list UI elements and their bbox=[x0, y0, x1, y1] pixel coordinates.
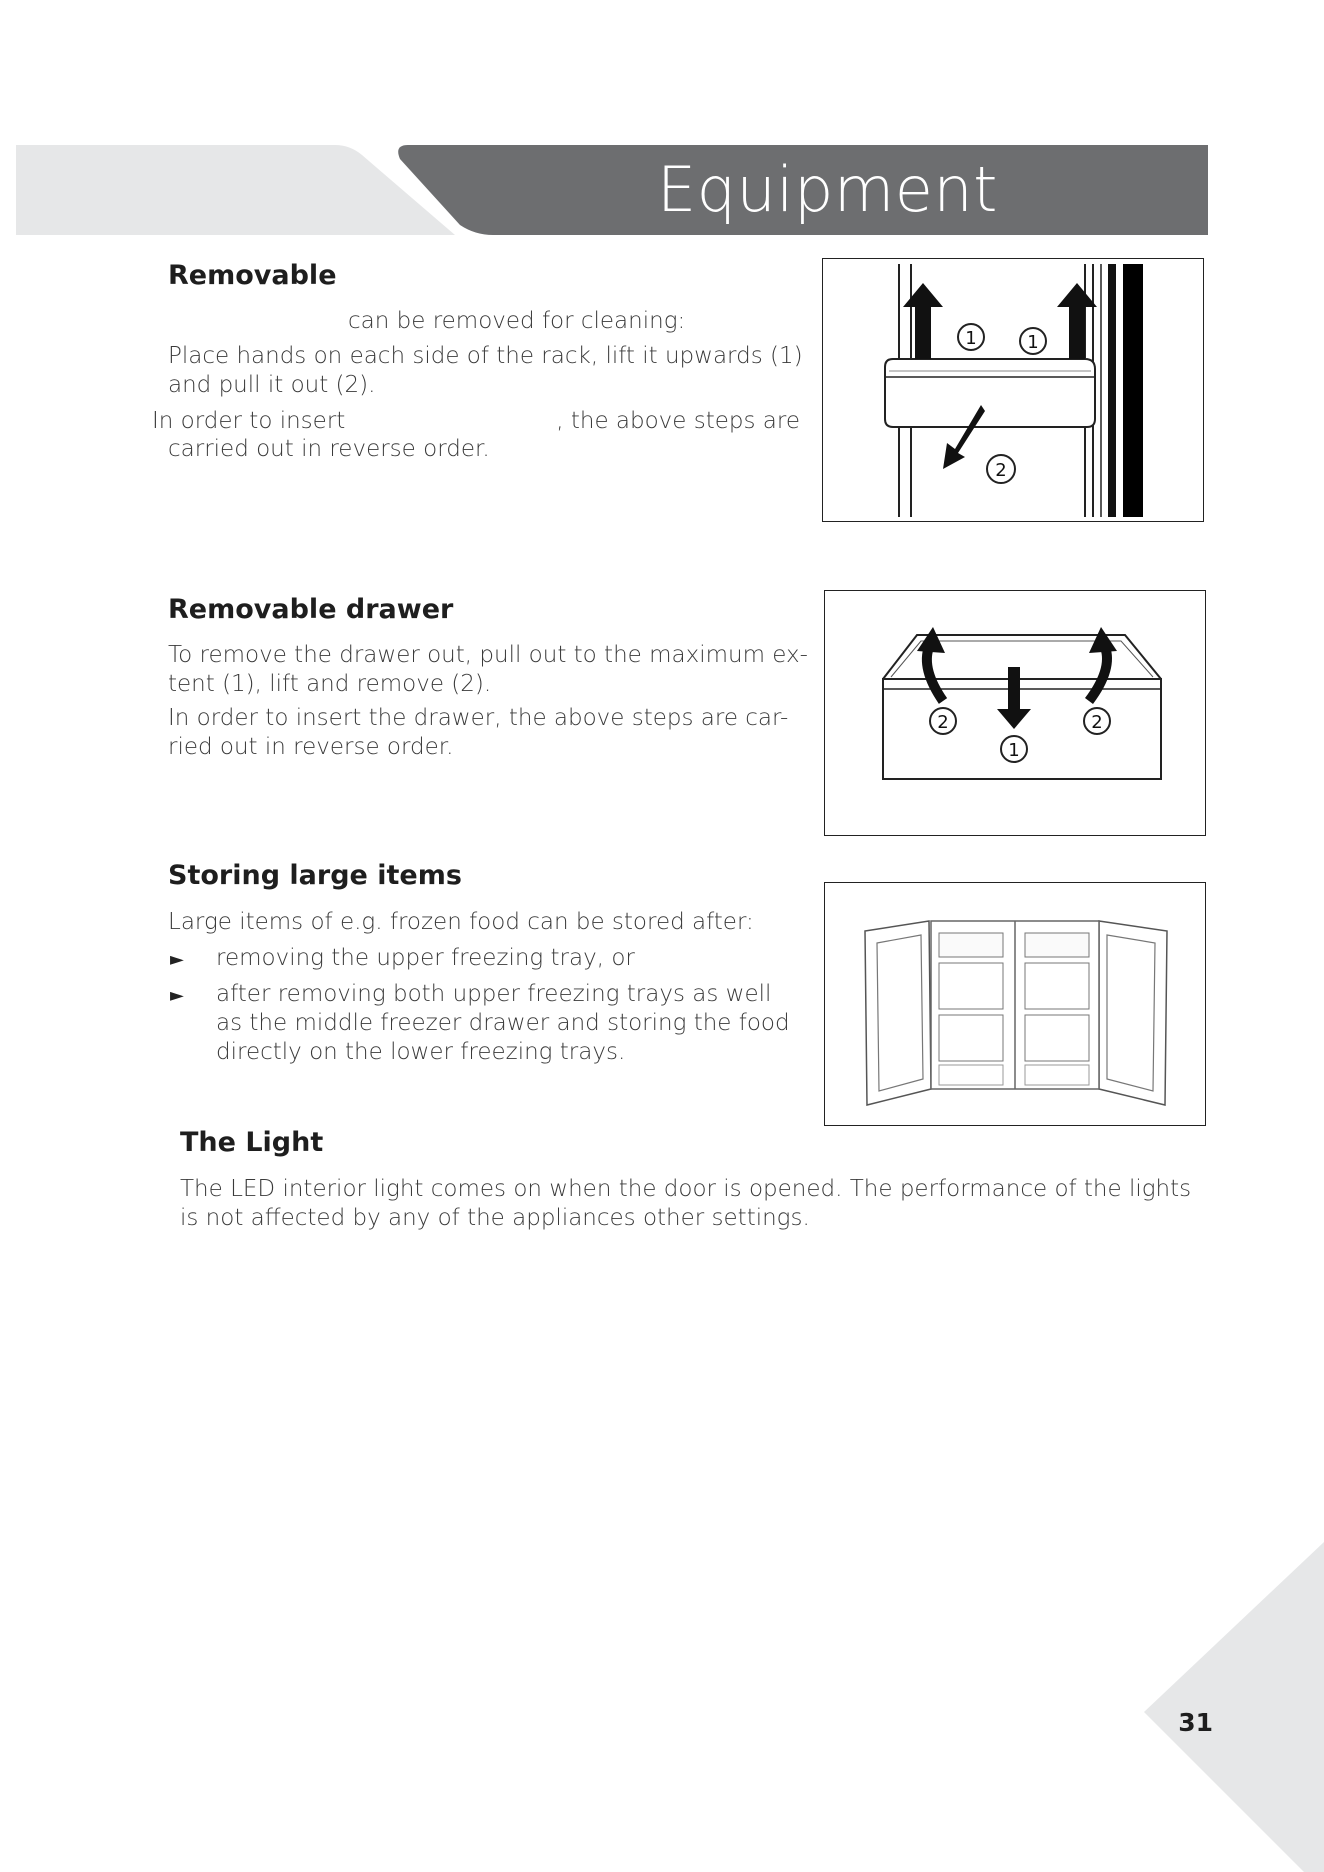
drawer-removal-illustration bbox=[825, 591, 1207, 837]
light-text-line1: The LED interior light comes on when the door is opened. The performance of the lights bbox=[180, 1176, 1192, 1202]
rack-text-line3: and pull it out (2). bbox=[168, 372, 376, 398]
drawer-text-block1 bbox=[168, 641, 808, 699]
rack-step1-label-left: 1 bbox=[965, 328, 977, 349]
section-heading-storing-large-items: Storing large items bbox=[168, 860, 462, 891]
drawer-text-line2: tent (1), lift and remove (2). bbox=[168, 671, 492, 697]
rack-text-line2: Place hands on each side of the rack, lift it upwards (1) bbox=[168, 343, 803, 369]
drawer-text-line3: In order to insert the drawer, the above steps are car- bbox=[168, 705, 789, 731]
light-text bbox=[180, 1175, 1210, 1233]
storing-bullet-2: after removing both upper freezing trays as well as the middle freezer drawer and storing the food directly on the lower freezing trays. bbox=[216, 981, 790, 1065]
bullet-marker-1: ► bbox=[170, 949, 184, 970]
header-band-dark bbox=[0, 145, 1210, 235]
rack-step2-label: 2 bbox=[995, 460, 1007, 481]
fridge-open-illustration bbox=[825, 883, 1207, 1127]
drawer-step1-label: 1 bbox=[1008, 740, 1020, 761]
drawer-step2-label-left: 2 bbox=[937, 712, 949, 733]
drawer-text-line4: ried out in reverse order. bbox=[168, 734, 454, 760]
drawer-step2-label-right: 2 bbox=[1091, 712, 1103, 733]
rack-removal-illustration bbox=[823, 259, 1205, 523]
fridge-open-figure bbox=[824, 882, 1206, 1126]
rack-step1-label-right: 1 bbox=[1027, 332, 1039, 353]
section-heading-the-light: The Light bbox=[180, 1127, 324, 1158]
rack-text-line5: carried out in reverse order. bbox=[168, 436, 490, 462]
rack-removal-figure bbox=[822, 258, 1204, 522]
page-corner-decoration bbox=[1144, 1542, 1324, 1872]
page-number: 31 bbox=[1178, 1708, 1213, 1737]
section-heading-removable: Removable bbox=[168, 260, 337, 291]
drawer-text-line1: To remove the drawer out, pull out to the maximum ex- bbox=[168, 642, 808, 668]
rack-text-body bbox=[168, 342, 803, 400]
drawer-removal-figure bbox=[824, 590, 1206, 836]
section-heading-removable-drawer: Removable drawer bbox=[168, 594, 454, 625]
storing-intro: Large items of e.g. frozen food can be stored after: bbox=[168, 909, 754, 935]
light-text-line2: is not affected by any of the appliances other settings. bbox=[180, 1205, 810, 1231]
rack-text-line4: In order to insert , the above steps are bbox=[152, 408, 800, 434]
drawer-text-block2 bbox=[168, 704, 808, 762]
page-title: Equipment bbox=[656, 153, 998, 226]
storing-bullet-1: removing the upper freezing tray, or bbox=[216, 945, 635, 971]
bullet-marker-2: ► bbox=[170, 985, 184, 1006]
rack-text-line1: can be removed for cleaning: bbox=[348, 308, 686, 334]
